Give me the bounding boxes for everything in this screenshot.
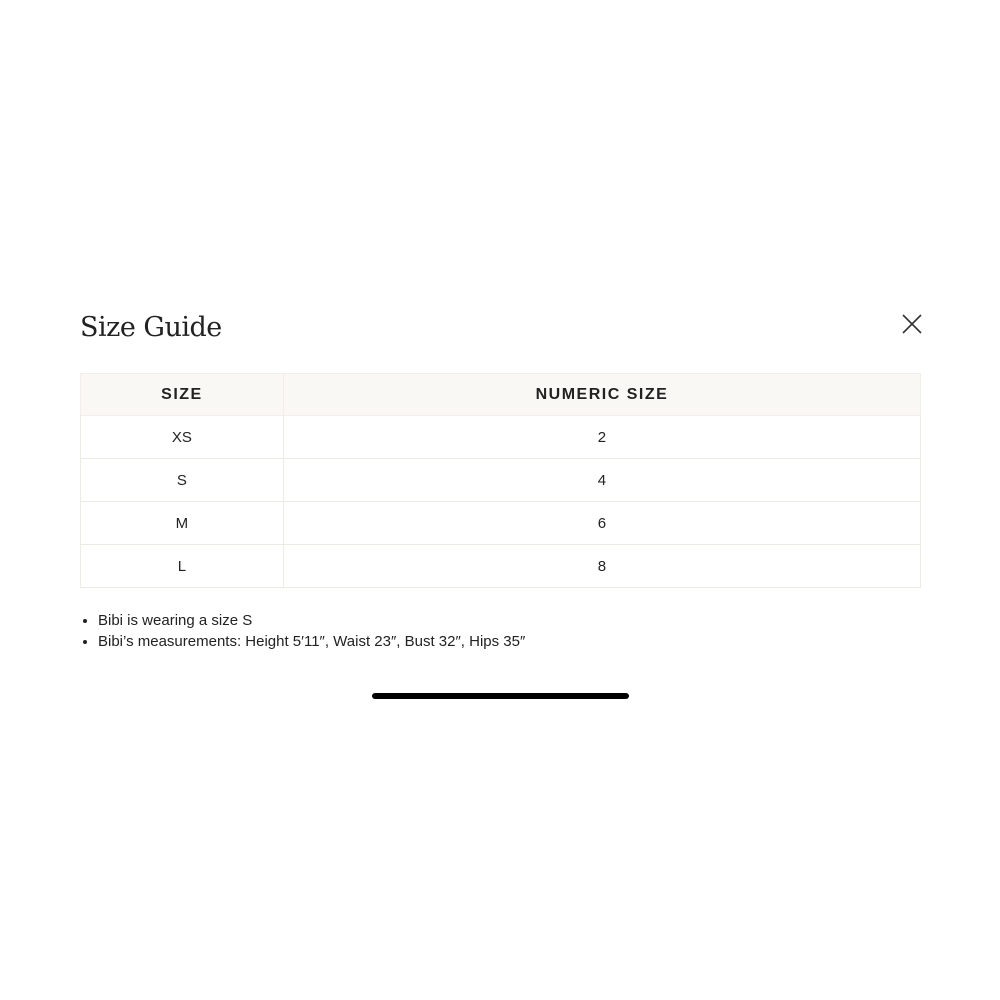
list-item: • Bibi’s measurements: Height 5′11″, Waist 23″, Bust 32″, Hips 35″ (98, 631, 525, 652)
size-cell: L (81, 545, 284, 588)
model-notes (80, 610, 525, 652)
home-indicator[interactable] (372, 693, 629, 699)
numeric-size-cell: 2 (283, 416, 920, 459)
header-size: SIZE (81, 374, 284, 416)
table-row (81, 416, 921, 459)
table-header-row (81, 374, 921, 416)
size-cell: M (81, 502, 284, 545)
numeric-size-cell: 8 (283, 545, 920, 588)
table-row (81, 545, 921, 588)
table-row (81, 502, 921, 545)
numeric-size-cell: 4 (283, 459, 920, 502)
table-row (81, 459, 921, 502)
header-numeric-size: NUMERIC SIZE (283, 374, 920, 416)
modal-title: Size Guide (80, 312, 222, 343)
close-icon (900, 312, 924, 336)
size-cell: S (81, 459, 284, 502)
close-button[interactable] (900, 312, 924, 336)
size-table (80, 373, 921, 588)
size-cell: XS (81, 416, 284, 459)
numeric-size-cell: 6 (283, 502, 920, 545)
list-item: • Bibi is wearing a size S (98, 610, 525, 631)
